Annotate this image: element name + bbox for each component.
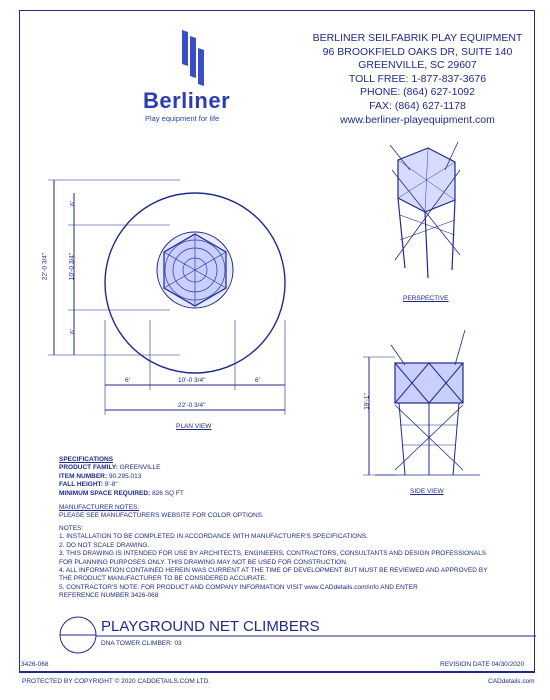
logo-wordmark: Berliner [143,88,231,113]
footer-line [19,672,535,673]
space-value: 826 SQ FT [152,489,184,497]
perspective-label: PERSPECTIVE [403,295,449,302]
note-line: 4. ALL INFORMATION CONTAINED HEREIN WAS CURRENT AT THE TIME OF DEVELOPMENT BUT MUST BE REVIEWED AND APPROVED BY [59,567,488,575]
item-label: ITEM NUMBER: [59,472,108,480]
dim-v-mid: 10'-0 3/4" [68,252,76,281]
berliner-logo-icon [172,28,212,88]
specifications [59,456,184,498]
note-line: 1. INSTALLATION TO BE COMPLETED IN ACCORDANCE WITH MANUFACTURER'S SPECIFICATIONS. [59,533,369,541]
dim-h-total: 22'-0 3/4" [178,402,206,409]
side-view-drawing [355,325,485,485]
plan-view-drawing [40,170,310,420]
note-line: 3. THIS DRAWING IS INTENDED FOR USE BY ARCHITECTS, ENGINEERS, CONTRACTORS, CONSULTANTS AND DESIGN PROFESSIONALS [59,550,487,558]
copyright: PROTECTED BY COPYRIGHT © 2020 CADDETAILS.COM LTD. [22,678,211,685]
specs-heading: SPECIFICATIONS [59,456,114,463]
note-line: 2. DO NOT SCALE DRAWING. [59,541,150,549]
family-label: PRODUCT FAMILY: [59,464,118,472]
reference-number: 3426-068 [21,661,49,668]
fall-label: FALL HEIGHT: [59,481,103,489]
caddetails-brand[interactable]: CADdetails.com [488,678,535,685]
note-line: REFERENCE NUMBER 3426-068 [59,592,159,600]
side-height-dim: 19'-1" [363,393,371,410]
notes-block [59,525,487,601]
dim-h-mid: 10'-0 3/4" [178,377,206,384]
logo-tagline: Play equipment for life [145,114,220,123]
notes-heading: NOTES: [59,525,84,532]
side-view-label: SIDE VIEW [410,488,444,495]
company-fax: FAX: (864) 627-1178 [369,99,466,112]
dim-v-bot: 6' [69,329,77,334]
company-address2: GREENVILLE, SC 29607 [358,59,477,72]
drawing-title: PLAYGROUND NET CLIMBERS [101,618,320,635]
revision-date: REVISION DATE 04/30/2020 [440,661,525,668]
company-info [300,32,535,127]
company-address1: 96 BROOKFIELD OAKS DR, SUITE 140 [322,45,513,58]
company-phone: PHONE: (864) 627-1092 [360,86,475,99]
plan-view-label: PLAN VIEW [176,423,212,430]
note-line: 5. CONTRACTOR'S NOTE: FOR PRODUCT AND COMPANY INFORMATION VISIT www.CADdetails.com/info AND ENTER [59,583,418,591]
company-name: BERLINER SEILFABRIK PLAY EQUIPMENT [312,32,523,44]
tower-plan-icon [157,232,233,308]
dim-h-left: 6' [125,377,130,384]
manufacturer-text: PLEASE SEE MANUFACTURERS WEBSITE FOR COLOR OPTIONS. [59,512,264,520]
company-website[interactable]: www.berliner-playequipment.com [340,113,495,126]
drawing-subtitle: DNA TOWER CLIMBER: 03 [101,640,182,647]
family-value: GREENVILLE [119,464,161,472]
dim-h-right: 6' [255,377,260,384]
manufacturer-notes [59,504,264,521]
item-value: 90.295.013 [108,472,142,480]
dim-v-top: 6' [69,201,77,206]
note-line: FOR PLANNING PURPOSES ONLY. THIS DRAWING MAY NOT BE USED FOR CONSTRUCTION. [59,558,348,566]
dim-v-total: 22'-0 3/4" [41,252,49,281]
space-label: MINIMUM SPACE REQUIRED: [59,489,151,497]
perspective-drawing [380,140,470,285]
fall-value: 9'-8" [104,481,118,489]
note-line: THE PRODUCT MANUFACTURER TO BE CONSIDERED ACCURATE. [59,575,267,583]
manufacturer-heading: MANUFACTURER NOTES: [59,504,140,511]
company-tollfree: TOLL FREE: 1-877-837-3676 [348,72,487,85]
